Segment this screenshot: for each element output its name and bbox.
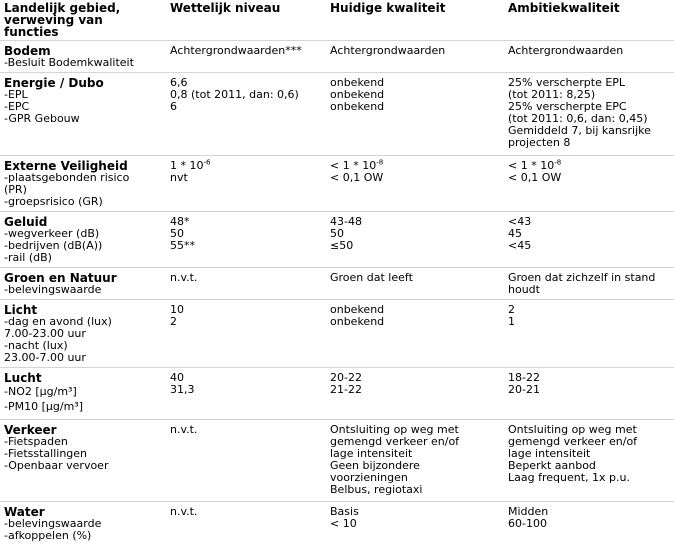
cell-wettelijk	[166, 41, 326, 73]
table-row-verkeer	[0, 420, 674, 502]
risk-value: < 1 * 10	[508, 159, 555, 172]
cell-line: Ontsluiting op weg met	[508, 423, 637, 436]
cell-wettelijk	[166, 300, 326, 368]
cell-wettelijk	[166, 212, 326, 268]
cell-line: 18-22	[508, 371, 540, 384]
row-title: Groen en Natuur	[4, 271, 117, 285]
cell-line: Achtergrondwaarden	[508, 44, 624, 57]
row-item: -afkoppelen (%)	[4, 529, 92, 542]
row-item: -Besluit Bodemkwaliteit	[4, 56, 134, 69]
cell-ambitie	[504, 420, 674, 502]
row-item: (PR)	[4, 183, 27, 196]
cell-line: gemengd verkeer en/of	[330, 435, 460, 448]
row-item: -NO2 [µg/m³]	[4, 385, 77, 398]
row-item: -belevingswaarde	[4, 283, 102, 296]
cell-line: gemengd verkeer en/of	[508, 435, 638, 448]
cell-line: voorzieningen	[330, 471, 408, 484]
row-item: 23.00-7.00 uur	[4, 351, 86, 364]
cell-line: Beperkt aanbod	[508, 459, 596, 472]
cell-huidig	[326, 41, 504, 73]
row-item: -Fietsstallingen	[4, 447, 88, 460]
cell-line: 6,6	[170, 76, 188, 89]
row-item: -dag en avond (lux)	[4, 315, 112, 328]
row-title: Water	[4, 505, 45, 519]
cell-wettelijk	[166, 368, 326, 420]
cell-line: < 0,1 OW	[508, 171, 562, 184]
risk-value: 1 * 10	[170, 159, 204, 172]
cell-line: Groen dat leeft	[330, 271, 413, 284]
cell-wettelijk	[166, 502, 326, 547]
cell-ambitie	[504, 41, 674, 73]
row-title: Bodem	[4, 44, 51, 58]
cell-huidig	[326, 268, 504, 300]
row-label	[0, 73, 166, 156]
cell-line: onbekend	[330, 315, 385, 328]
cell-line: 31,3	[170, 383, 195, 396]
cell-line: 43-48	[330, 215, 362, 228]
cell-huidig	[326, 73, 504, 156]
row-label	[0, 156, 166, 212]
cell-huidig	[326, 420, 504, 502]
header-row	[0, 0, 674, 41]
cell-line: 2	[508, 303, 515, 316]
risk-value: < 1 * 10	[330, 159, 377, 172]
row-label	[0, 502, 166, 547]
cell-ambitie	[504, 368, 674, 420]
cell-wettelijk	[166, 156, 326, 212]
row-label	[0, 368, 166, 420]
header-ambitiekwaliteit: Ambitiekwaliteit	[508, 1, 620, 15]
cell-line: 21-22	[330, 383, 362, 396]
row-label	[0, 41, 166, 73]
cell-wettelijk	[166, 268, 326, 300]
cell-line: <45	[508, 239, 532, 252]
risk-exponent: -6	[203, 158, 211, 167]
cell-line: 1	[508, 315, 515, 328]
cell-line: 2	[170, 315, 177, 328]
cell-line: onbekend	[330, 303, 385, 316]
row-item: -rail (dB)	[4, 251, 52, 264]
cell-huidig	[326, 368, 504, 420]
row-title: Lucht	[4, 371, 42, 385]
cell-line: Achtergrondwaarden	[330, 44, 446, 57]
cell-line: Geen bijzondere	[330, 459, 420, 472]
cell-line: 10	[170, 303, 184, 316]
cell-line: projecten 8	[508, 136, 571, 149]
cell-line: Belbus, regiotaxi	[330, 483, 423, 496]
cell-line: Midden	[508, 505, 549, 518]
cell-line: n.v.t.	[170, 505, 198, 518]
risk-exponent: -8	[376, 158, 384, 167]
row-item: -GPR Gebouw	[4, 112, 80, 125]
cell-huidig	[326, 212, 504, 268]
row-item: -PM10 [µg/m³]	[4, 400, 83, 413]
cell-line: (tot 2011: 0,6, dan: 0,45)	[508, 112, 648, 125]
cell-line: <43	[508, 215, 532, 228]
header-landelijk-gebied	[0, 0, 166, 41]
cell-line: 60-100	[508, 517, 547, 530]
cell-ambitie	[504, 502, 674, 547]
cell-line: 25% verscherpte EPL	[508, 76, 626, 89]
header-line: verweving van	[4, 13, 103, 27]
cell-line: ≤50	[330, 239, 354, 252]
cell-line: nvt	[170, 171, 188, 184]
row-item: -nacht (lux)	[4, 339, 68, 352]
row-title: Geluid	[4, 215, 48, 229]
cell-line: lage intensiteit	[508, 447, 591, 460]
cell-line: Achtergrondwaarden***	[170, 44, 302, 57]
cell-ambitie	[504, 212, 674, 268]
row-item: -bedrijven (dB(A))	[4, 239, 103, 252]
table-row-externe-veiligheid	[0, 156, 674, 212]
cell-huidig	[326, 156, 504, 212]
row-label	[0, 420, 166, 502]
cell-wettelijk	[166, 73, 326, 156]
header-huidige-kwaliteit: Huidige kwaliteit	[330, 1, 446, 15]
cell-line: < 0,1 OW	[330, 171, 384, 184]
cell-line: onbekend	[330, 88, 385, 101]
cell-line: Groen dat zichzelf in stand	[508, 271, 656, 284]
row-title: Licht	[4, 303, 38, 317]
cell-line: houdt	[508, 283, 540, 296]
cell-line: < 10	[330, 517, 357, 530]
cell-ambitie	[504, 300, 674, 368]
table-row-licht	[0, 300, 674, 368]
row-item: -Fietspaden	[4, 435, 68, 448]
header-wettelijk-niveau: Wettelijk niveau	[170, 1, 281, 15]
header-line: functies	[4, 25, 59, 39]
row-label	[0, 268, 166, 300]
cell-line: Ontsluiting op weg met	[330, 423, 459, 436]
cell-line: lage intensiteit	[330, 447, 413, 460]
row-item: -plaatsgebonden risico	[4, 171, 130, 184]
row-item: -wegverkeer (dB)	[4, 227, 100, 240]
cell-line: 25% verscherpte EPC	[508, 100, 627, 113]
cell-line: 20-21	[508, 383, 540, 396]
row-title: Verkeer	[4, 423, 57, 437]
cell-line: 55**	[170, 239, 195, 252]
table-row-bodem	[0, 41, 674, 73]
cell-line: onbekend	[330, 100, 385, 113]
table-row-geluid	[0, 212, 674, 268]
row-label	[0, 300, 166, 368]
cell-line: 50	[330, 227, 344, 240]
cell-ambitie	[504, 156, 674, 212]
cell-ambitie	[504, 73, 674, 156]
row-item: -EPC	[4, 100, 30, 113]
cell-ambitie	[504, 268, 674, 300]
cell-huidig	[326, 300, 504, 368]
row-title: Energie / Dubo	[4, 76, 104, 90]
cell-line: n.v.t.	[170, 423, 198, 436]
table-row-groen-en-natuur	[0, 268, 674, 300]
cell-wettelijk	[166, 420, 326, 502]
row-item: -EPL	[4, 88, 28, 101]
row-title: Externe Veiligheid	[4, 159, 128, 173]
cell-line: Gemiddeld 7, bij kansrijke	[508, 124, 651, 137]
cell-line: 48*	[170, 215, 190, 228]
header-line: Landelijk gebied,	[4, 1, 121, 15]
cell-huidig	[326, 502, 504, 547]
cell-line: onbekend	[330, 76, 385, 89]
cell-line: 20-22	[330, 371, 362, 384]
table-row-water	[0, 502, 674, 547]
row-item: -Openbaar vervoer	[4, 459, 109, 472]
risk-exponent: -8	[554, 158, 562, 167]
cell-line	[170, 160, 322, 172]
cell-line: 50	[170, 227, 184, 240]
row-label	[0, 212, 166, 268]
cell-line: n.v.t.	[170, 271, 198, 284]
cell-line: 6	[170, 100, 177, 113]
cell-line: 0,8 (tot 2011, dan: 0,6)	[170, 88, 299, 101]
table-row-lucht	[0, 368, 674, 420]
cell-line: 45	[508, 227, 522, 240]
table-row-energie	[0, 73, 674, 156]
row-item: -belevingswaarde	[4, 517, 102, 530]
cell-line: 40	[170, 371, 184, 384]
cell-line: Basis	[330, 505, 359, 518]
cell-line: Laag frequent, 1x p.u.	[508, 471, 630, 484]
row-item: -groepsrisico (GR)	[4, 195, 103, 208]
row-item: 7.00-23.00 uur	[4, 327, 86, 340]
cell-line: (tot 2011: 8,25)	[508, 88, 596, 101]
